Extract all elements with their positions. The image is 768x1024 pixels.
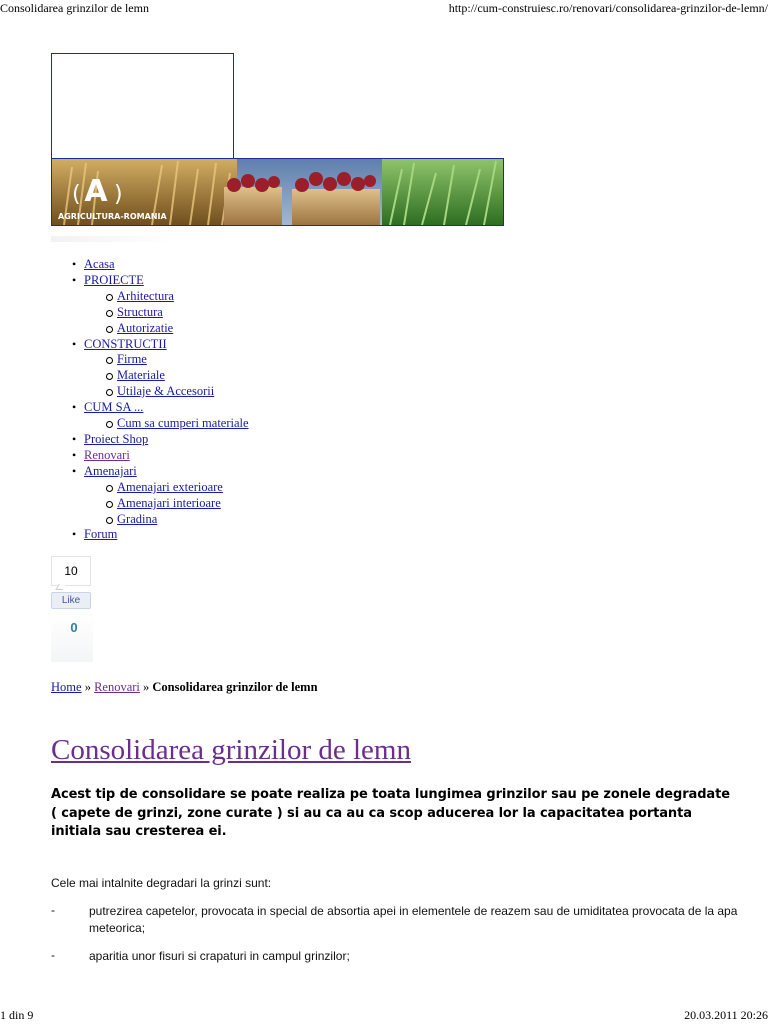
article-intro: Cele mai intalnite degradari la grinzi sunt: [51,876,272,890]
breadcrumb-renovari[interactable]: Renovari [94,680,140,694]
nav-item-cum-sa[interactable] [67,400,249,432]
list-item [51,948,754,966]
nav-item-renovari[interactable] [67,448,249,464]
article-lead: Acest tip de consolidare se poate realiza pe toata lungimea grinzilor sau pe zonele degradate ( capete de grinzi, zone curate ) si au ca au ca scop aducerea lor la capacitatea portanta initiala sau cresterea ei. [51,787,730,839]
submenu-constructii [84,352,249,400]
banner-shadow [51,236,176,242]
nav-link-utilaje[interactable]: Utilaje & Accesorii [117,384,215,399]
nav-subitem-materiale[interactable] [84,368,249,384]
nav-link-forum[interactable]: Forum [84,527,118,542]
nav-item-proiect-shop[interactable] [67,432,249,448]
nav-item-constructii[interactable] [67,337,249,401]
list-dash: - [51,903,55,917]
nav-link-arhitectura[interactable]: Arhitectura [117,288,174,303]
svg-text:(: ( [72,182,81,207]
banner-logo-letter: A [84,174,108,209]
nav-subitem-cum-sa-cumperi[interactable] [84,416,249,432]
nav-link-cum-sa-cumperi[interactable]: Cum sa cumperi materiale [117,416,249,431]
nav-item-amenajari[interactable] [67,464,249,528]
nav-link-structura[interactable]: Structura [117,304,163,319]
nav-subitem-structura[interactable] [84,305,249,321]
nav-link-constructii[interactable]: CONSTRUCTII [84,336,167,351]
submenu-cum-sa [84,416,249,432]
nav-link-renovari[interactable]: Renovari [84,447,130,462]
nav-link-proiecte[interactable]: PROIECTE [84,272,144,287]
nav-subitem-amenajari-interioare[interactable] [84,496,249,512]
nav-link-amenajari-interioare[interactable]: Amenajari interioare [117,495,221,510]
nav-link-materiale[interactable]: Materiale [117,368,165,383]
nav-link-firme[interactable]: Firme [117,352,147,367]
like-button[interactable]: Like [51,592,91,609]
main-nav [67,257,249,543]
nav-item-forum[interactable] [67,527,249,543]
breadcrumb-separator: » [143,680,150,694]
breadcrumb [51,680,318,695]
nav-link-autorizatie[interactable]: Autorizatie [117,320,174,335]
nav-link-proiect-shop[interactable]: Proiect Shop [84,431,149,446]
breadcrumb-current: Consolidarea grinzilor de lemn [152,680,318,694]
nav-item-proiecte[interactable] [67,273,249,337]
nav-subitem-utilaje[interactable] [84,384,249,400]
list-item-text: putrezirea capetelor, provocata in special de absortia apei in elementele de reazem sau de umiditatea provocata de la apa meteorica; [89,904,738,935]
nav-subitem-firme[interactable] [84,352,249,368]
list-item-text: aparitia unor fisuri si crapaturi in campul grinzilor; [89,949,350,963]
nav-item-acasa[interactable] [67,257,249,273]
nav-subitem-arhitectura[interactable] [84,289,249,305]
nav-subitem-amenajari-exterioare[interactable] [84,480,249,496]
print-header-title: Consolidarea grinzilor de lemn [0,1,149,15]
site-banner[interactable] [51,158,504,226]
share-count: 0 [70,620,78,635]
list-item [51,903,754,939]
nav-subitem-autorizatie[interactable] [84,321,249,337]
nav-link-acasa[interactable]: Acasa [84,257,115,271]
print-header-url: http://cum-construiesc.ro/renovari/consolidarea-grinzilor-de-lemn/ [448,1,768,15]
nav-link-amenajari-exterioare[interactable]: Amenajari exterioare [117,479,223,494]
print-footer-page: 1 din 9 [0,1008,34,1022]
like-count-pointer [55,584,65,590]
nav-subitem-gradina[interactable] [84,512,249,528]
banner-logo-caption: AGRICULTURA-ROMANIA [58,212,167,221]
list-dash: - [51,948,55,962]
submenu-proiecte [84,289,249,337]
breadcrumb-separator: » [84,680,91,694]
nav-link-amenajari[interactable]: Amenajari [84,463,137,478]
like-count-box: 10 [51,556,91,586]
nav-link-cum-sa[interactable]: CUM SA ... [84,400,144,415]
svg-text:): ) [114,182,123,207]
article-title[interactable]: Consolidarea grinzilor de lemn [51,734,411,766]
header-blank-box [51,53,234,159]
print-footer-datetime: 20.03.2011 20:26 [684,1008,768,1022]
submenu-amenajari [84,480,249,528]
nav-link-gradina[interactable]: Gradina [117,511,158,526]
banner-image [52,159,503,225]
breadcrumb-home[interactable]: Home [51,680,82,694]
